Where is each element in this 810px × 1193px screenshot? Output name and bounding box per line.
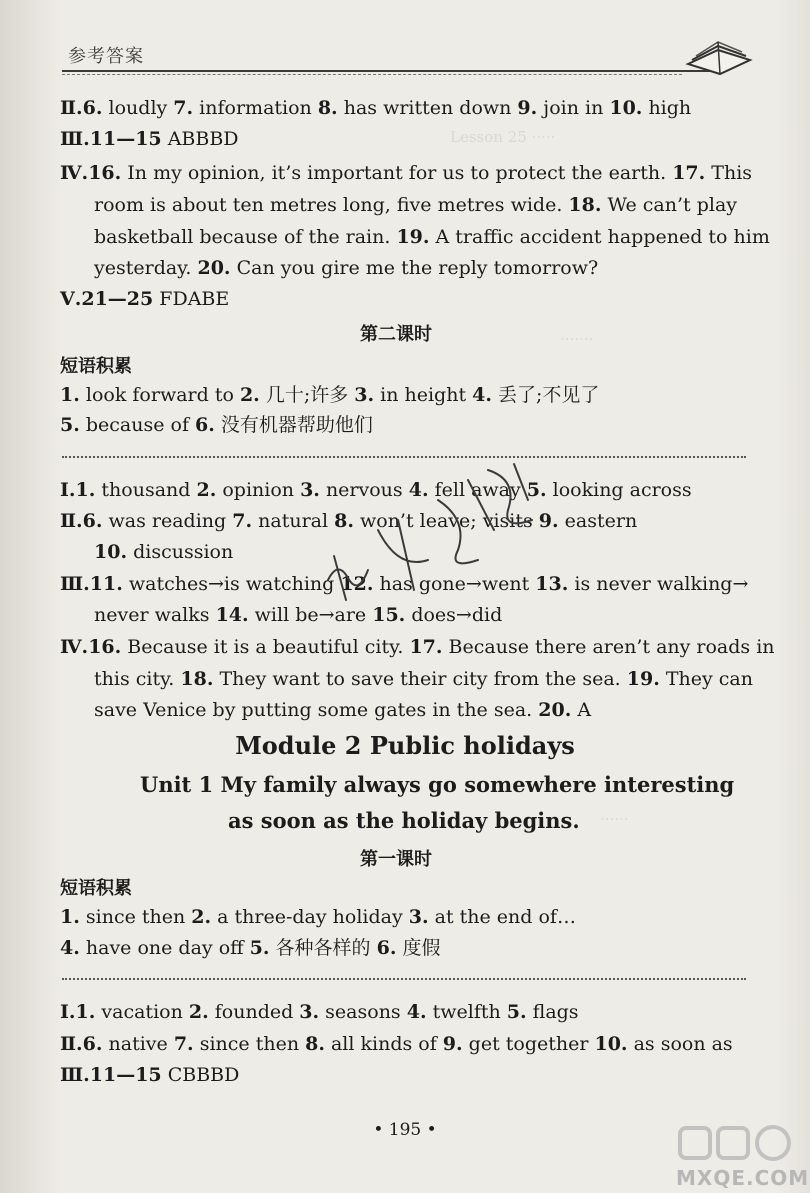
header-rule <box>62 70 722 72</box>
answer-text: join in <box>537 97 610 119</box>
item-number: 17. <box>672 162 706 184</box>
item-number: 9. <box>517 97 538 119</box>
answer-text: save Venice by putting some gates in the sea. <box>94 699 539 721</box>
answer-text: nervous <box>319 479 409 501</box>
answer-text: get together <box>462 1033 595 1055</box>
roman-numeral: Ⅰ. <box>60 479 76 501</box>
item-number: 10. <box>609 97 643 119</box>
roman-numeral: Ⅳ. <box>60 636 89 658</box>
answer-line <box>60 1031 733 1057</box>
module-title: Module 2 Public holidays <box>235 731 575 760</box>
item-number: 10. <box>594 1033 628 1055</box>
item-number: 20. <box>197 257 231 279</box>
answer-text: does→did <box>405 604 503 626</box>
answer-text: discussion <box>127 541 234 563</box>
roman-numeral: Ⅱ. <box>60 1033 83 1055</box>
answer-text: In my opinion, it’s important for us to protect the earth. <box>121 162 673 184</box>
answer-text: have one day off <box>79 937 250 959</box>
answer-text: fell away <box>428 479 527 501</box>
item-number: 13. <box>535 573 569 595</box>
right-edge-shadow <box>776 0 810 1193</box>
answer-text: was reading <box>102 510 233 532</box>
answer-line <box>60 904 576 930</box>
answer-line <box>94 224 770 250</box>
item-number: 19. <box>396 226 430 248</box>
handwritten-annotation <box>318 460 548 610</box>
roman-numeral: Ⅰ. <box>60 1001 76 1023</box>
item-number: 2. <box>196 479 217 501</box>
answer-line <box>94 666 753 692</box>
header-dotted-rule <box>62 74 682 75</box>
item-number: 1. <box>60 906 80 928</box>
roman-numeral: Ⅴ. <box>60 288 82 310</box>
header-title: 参考答案 <box>68 46 144 67</box>
item-range: 21—25 <box>81 288 154 310</box>
answer-text: Because there aren’t any roads in <box>442 636 775 658</box>
answer-line <box>60 1062 239 1088</box>
answer-text: native <box>102 1033 174 1055</box>
item-number: 3. <box>408 906 429 928</box>
item-number: 4. <box>472 384 492 406</box>
answer-text: They want to save their city from the sea. <box>213 668 627 690</box>
answer-text: opinion <box>216 479 301 501</box>
item-number: 1. <box>75 1001 96 1023</box>
item-number: 6. <box>376 937 397 959</box>
unit-title: Unit 1 My family always go somewhere interesting <box>140 772 735 797</box>
answer-line <box>60 286 229 312</box>
answer-text: thousand <box>95 479 197 501</box>
answer-text: founded <box>208 1001 300 1023</box>
answer-line <box>60 160 752 186</box>
answer-text: room is about ten metres long, five metres wide. <box>94 194 569 216</box>
item-number: 4. <box>60 937 80 959</box>
answer-text: Because it is a beautiful city. <box>121 636 410 658</box>
answer-text: has gone→went <box>373 573 536 595</box>
item-number: 9. <box>538 510 559 532</box>
item-number: 4. <box>406 1001 427 1023</box>
roman-numeral: Ⅲ. <box>60 573 90 595</box>
answer-text: all kinds of <box>324 1033 443 1055</box>
item-number: 12. <box>340 573 374 595</box>
item-number: 6. <box>82 97 103 119</box>
binding-shadow <box>0 0 62 1193</box>
item-number: 5. <box>60 414 80 436</box>
answer-text: is never walking→ <box>568 573 749 595</box>
item-number: 5. <box>249 937 270 959</box>
roman-numeral: Ⅱ. <box>60 510 83 532</box>
answer-text: yesterday. <box>94 257 198 279</box>
item-number: 6. <box>195 414 215 436</box>
answer-text: We can’t play <box>601 194 738 216</box>
answer-text: They can <box>659 668 753 690</box>
answer-text: vacation <box>95 1001 189 1023</box>
answer-text: ABBBD <box>161 128 239 150</box>
answer-text: since then <box>193 1033 306 1055</box>
item-number: 17. <box>409 636 443 658</box>
answer-text: 没有机器帮助他们 <box>214 414 373 436</box>
answer-text: FDABE <box>153 288 230 310</box>
page-number: • 195 • <box>373 1120 437 1140</box>
item-number: 2. <box>191 906 212 928</box>
item-number: 3. <box>300 479 320 501</box>
answer-text: twelfth <box>426 1001 507 1023</box>
bleed-through: ······ <box>600 810 629 828</box>
answer-text: This <box>705 162 753 184</box>
answer-text: at the end of… <box>428 906 576 928</box>
answer-text: seasons <box>319 1001 407 1023</box>
item-number: 11. <box>89 573 123 595</box>
item-number: 10. <box>94 541 128 563</box>
phrases-label: 短语积累 <box>60 356 132 377</box>
answer-text: loudly <box>102 97 174 119</box>
answer-text: never walks <box>94 604 216 626</box>
item-number: 1. <box>60 384 80 406</box>
answer-text: looking across <box>546 479 692 501</box>
answer-text: 几十;许多 <box>259 384 355 406</box>
answer-line <box>60 634 775 660</box>
answer-text: natural <box>252 510 335 532</box>
answer-line <box>60 126 239 152</box>
answer-line <box>94 192 737 218</box>
answer-text: eastern <box>558 510 638 532</box>
answer-text: flags <box>526 1001 579 1023</box>
section-divider <box>62 978 746 980</box>
item-number: 15. <box>372 604 406 626</box>
item-number: 8. <box>334 510 354 532</box>
item-number: 7. <box>173 97 194 119</box>
answer-text: basketball because of the rain. <box>94 226 397 248</box>
bleed-through: ······· <box>560 330 594 348</box>
phrases-label: 短语积累 <box>60 878 132 899</box>
answer-line <box>60 999 579 1025</box>
item-number: 2. <box>188 1001 209 1023</box>
answer-line <box>94 539 233 565</box>
answer-text: A traffic accident happened to him <box>429 226 770 248</box>
lesson-heading: 第一课时 <box>360 849 432 870</box>
answer-text: information <box>193 97 318 119</box>
open-book-icon <box>684 30 754 78</box>
item-number: 3. <box>354 384 375 406</box>
answer-text: Can you gire me the reply tomorrow? <box>230 257 599 279</box>
answer-text: 各种各样的 <box>269 937 377 959</box>
item-number: 6. <box>82 1033 103 1055</box>
answer-line <box>60 412 373 438</box>
answer-text: watches→is watching <box>122 573 341 595</box>
item-number: 14. <box>215 604 249 626</box>
answer-text: 丢了;不见了 <box>491 384 600 406</box>
item-number: 5. <box>526 479 547 501</box>
item-number: 7. <box>173 1033 194 1055</box>
answer-line <box>60 382 599 408</box>
item-number: 16. <box>88 162 122 184</box>
item-number: 9. <box>442 1033 463 1055</box>
roman-numeral: Ⅲ. <box>60 1064 90 1086</box>
watermark-text: MXQE.COM <box>676 1166 810 1190</box>
answer-text: as soon as <box>627 1033 733 1055</box>
item-number: 6. <box>82 510 103 532</box>
answer-text: in height <box>374 384 473 406</box>
item-range: 11—15 <box>89 1064 162 1086</box>
item-number: 8. <box>305 1033 325 1055</box>
item-number: 1. <box>75 479 96 501</box>
section-divider <box>62 456 746 458</box>
answer-text: won’t leave; visits <box>353 510 539 532</box>
answer-text: CBBBD <box>161 1064 240 1086</box>
answer-line <box>60 935 441 961</box>
roman-numeral: Ⅱ. <box>60 97 83 119</box>
roman-numeral: Ⅲ. <box>60 128 90 150</box>
item-number: 18. <box>180 668 214 690</box>
watermark-logo-icon <box>676 1122 796 1166</box>
answer-text: A <box>571 699 592 721</box>
answer-text: a three-day holiday <box>211 906 409 928</box>
item-number: 18. <box>568 194 602 216</box>
answer-text: since then <box>79 906 192 928</box>
roman-numeral: Ⅳ. <box>60 162 89 184</box>
bleed-through: Lesson 25 ····· <box>450 128 556 146</box>
answer-text: because of <box>79 414 196 436</box>
item-number: 19. <box>626 668 660 690</box>
item-number: 3. <box>299 1001 320 1023</box>
answer-line <box>94 255 598 281</box>
answer-text: has written down <box>337 97 518 119</box>
unit-title-continued: as soon as the holiday begins. <box>228 808 580 833</box>
answer-text: will be→are <box>248 604 373 626</box>
answer-text: 度假 <box>396 937 441 959</box>
item-number: 7. <box>232 510 253 532</box>
item-number: 8. <box>317 97 338 119</box>
answer-text: look forward to <box>79 384 240 406</box>
answer-line <box>94 697 591 723</box>
answer-text: high <box>642 97 692 119</box>
answer-line <box>60 95 691 121</box>
item-number: 5. <box>506 1001 527 1023</box>
item-number: 4. <box>408 479 429 501</box>
item-number: 2. <box>239 384 260 406</box>
item-number: 16. <box>88 636 122 658</box>
lesson-heading: 第二课时 <box>360 324 432 345</box>
item-number: 20. <box>538 699 572 721</box>
item-range: 11—15 <box>89 128 162 150</box>
answer-text: this city. <box>94 668 181 690</box>
